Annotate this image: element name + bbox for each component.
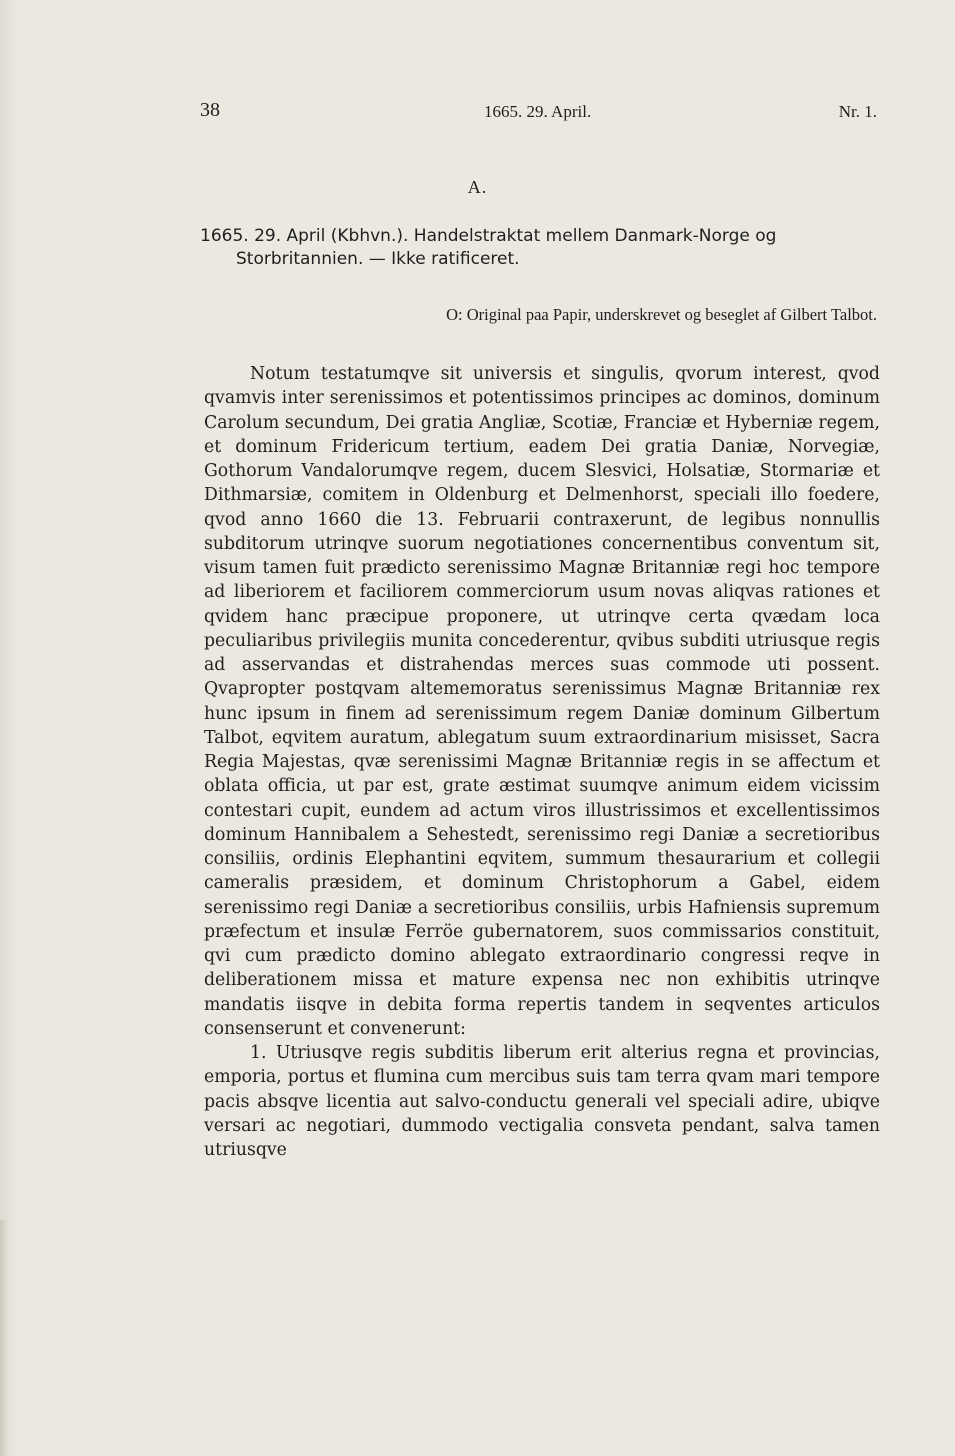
binding-shadow xyxy=(0,1220,8,1456)
document-title xyxy=(200,225,880,271)
section-letter: A. xyxy=(467,177,488,197)
document-title-line-1: 1665. 29. April (Kbhvn.). Handelstraktat mellem Danmark-Norge og xyxy=(200,226,777,246)
page-number: 38 xyxy=(200,99,220,121)
document-title-line-2: Storbritannien. — Ikke ratificeret. xyxy=(236,249,520,269)
document-number: Nr. 1. xyxy=(838,102,877,121)
source-note: O: Original paa Papir, underskrevet og beseglet af Gilbert Talbot. xyxy=(446,305,877,324)
article-1-paragraph: 1. Utriusqve regis subditis liberum erit alterius regna et provincias, emporia, portus et flumina cum mercibus suis tam terra qvam mari tempore pacis absqve licentia aut salvo-conductu generali vel speciali adire, ubiqve versari ac negotiari, dummodo vectigalia consveta pendant, salva tamen utriusqve xyxy=(204,1043,880,1160)
page-header xyxy=(200,99,877,129)
preamble-paragraph: Notum testatumqve sit universis et singulis, qvorum interest, qvod qvamvis inter serenissimos et potentissimos principes ac dominos, dominum Carolum secundum, Dei gratia Angliæ, Scotiæ, Franciæ et Hyberniæ regem, et dominum Fridericum tertium, eadem Dei gratia Daniæ, Norvegiæ, Gothorum Vandalorumqve regem, ducem Slesvici, Holsatiæ, Stormariæ et Dithmarsiæ, comitem in Oldenburg et Delmenhorst, speciali illo foedere, qvod anno 1660 die 13. Februarii contraxerunt, de legibus nonnullis subditorum utrinqve suorum negotiationes concernentibus conventum sit, visum tamen fuit prædicto serenissimo Magnæ Britanniæ regi hoc tempore ad liberiorem et faciliorem commerciorum usum novas aliqvas rationes et qvidem hanc præcipue proponere, ut utrinqve certa qvædam loca peculiaribus privilegiis munita concederentur, qvibus subditi utriusque regis ad asservandas et distrahendas merces suas commode uti possent. Qvapropter postqvam altememoratus serenissimus Magnæ Britanniæ rex hunc ipsum in finem ad serenissimum regem Daniæ dominum Gilbertum Talbot, eqvitem auratum, ablegatum suum extraordinarium misisset, Sacra Regia Majestas, qvæ serenissimi Magnæ Britanniæ regis in se affectum et oblata officia, ut par est, grate æstimat suumqve animum eidem vicissim contestari cupit, eundem ad actum viros illustrissimos et excellentissimos dominum Hannibalem a Sehestedt, serenissimo regi Daniæ a secretioribus consiliis, ordinis Elephantini eqvitem, summum thesaurarium et collegii cameralis præsidem, et dominum Christophorum a Gabel, eidem serenissimo regi Daniæ a secretioribus consiliis, urbis Hafniensis supremum præfectum et insulæ Ferröe gubernatorem, suos commissarios constituit, qvi cum prædicto domino ablegato extraordinario congressi reqve in deliberationem missa et mature expensa nec non exhibitis utrinqve mandatis iisqve in debita forma repertis tandem in seqventes articulos consenserunt et convenerunt: xyxy=(204,364,880,1039)
treaty-text xyxy=(204,362,880,1162)
running-head-date: 1665. 29. April. xyxy=(484,102,592,121)
